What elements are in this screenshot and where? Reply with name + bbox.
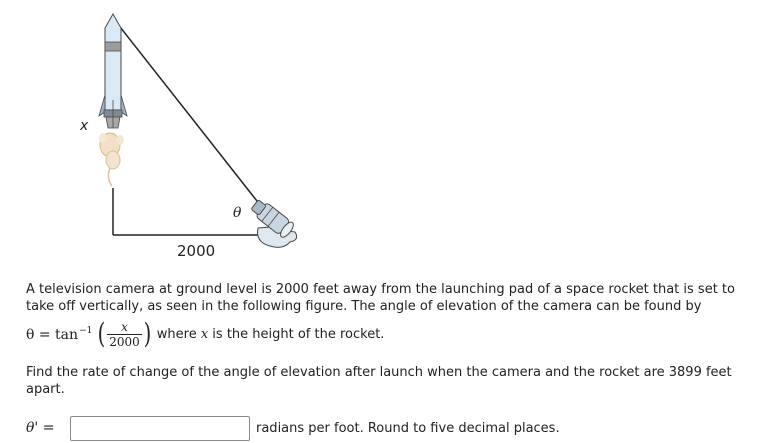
question-text: Find the rate of change of the angle of elevation after launch when the camera and the rocket are 3899 feet apart.: [26, 365, 732, 397]
formula-lhs-text: θ = tan: [26, 326, 79, 343]
angle-label: θ: [233, 205, 242, 221]
left-paren: (: [97, 317, 106, 350]
where-suffix: is the height of the rocket.: [208, 326, 385, 342]
problem-statement: [26, 281, 736, 315]
problem-figure: [0, 0, 340, 265]
problem-text: A television camera at ground level is 2000 feet away from the launching pad of a space rocket that is set to take off vertically, as seen in the following figure. The angle of elevation of the camera can be found by: [26, 282, 735, 314]
answer-input[interactable]: [70, 416, 250, 441]
answer-unit-text: radians per foot. Round to five decimal places.: [256, 420, 560, 436]
answer-row: [26, 413, 560, 443]
question-statement: [26, 364, 736, 398]
formula-lhs: [26, 326, 92, 343]
formula-where-text: [157, 327, 385, 342]
height-label: x: [80, 118, 89, 134]
answer-label: θ' =: [26, 420, 55, 436]
angle-formula: [26, 316, 384, 352]
where-variable: x: [200, 326, 209, 342]
formula-fraction: [107, 320, 142, 349]
fraction-denominator: 2000: [109, 334, 140, 349]
formula-exponent: −1: [79, 325, 93, 336]
fraction-numerator: x: [121, 319, 128, 334]
distance-label: 2000: [177, 242, 216, 260]
rocket-camera-diagram: [0, 0, 340, 265]
formula-fraction-group: [96, 317, 152, 350]
right-paren: ): [143, 317, 152, 350]
camera-icon: [249, 197, 297, 247]
where-prefix: where: [156, 326, 201, 342]
line-of-sight: [113, 18, 268, 215]
rocket-exhaust: [99, 133, 124, 186]
